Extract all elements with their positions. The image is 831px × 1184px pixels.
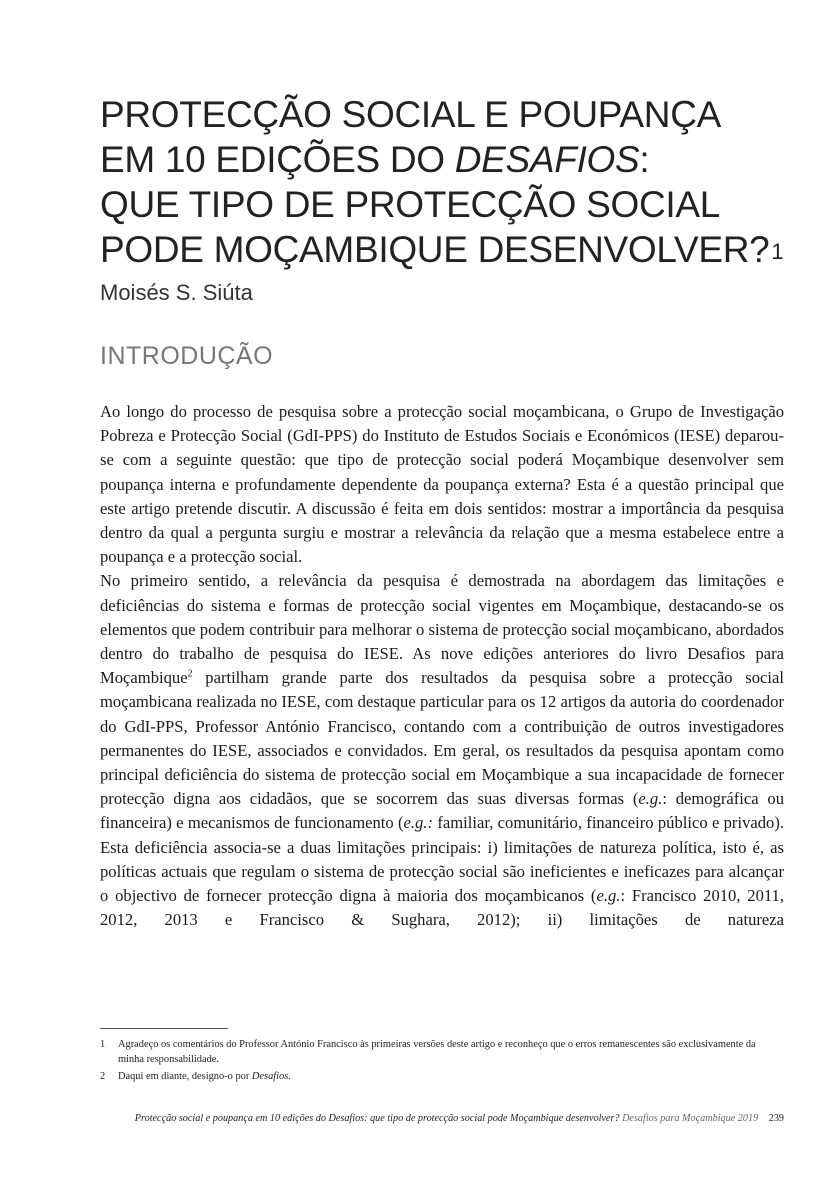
running-journal-title: Desafios para Moçambique 2019 [622, 1113, 759, 1124]
footnote-1-number: 1 [100, 1039, 106, 1050]
p2-part-e: : Francisco 2010, 2011, 2012, 2013 e Francisco & Sughara, 2012); ii) limitações de natureza [100, 886, 785, 930]
page-number: 239 [768, 1113, 784, 1124]
p2-eg-2: e.g.: [403, 813, 434, 833]
p2-part-b: partilham grande parte dos resultados da pesquisa sobre a protecção social moçambicana realizada no IESE, com destaque particular para os 12 artigos da autoria do coordenador do GdI-PPS, Professor António Francisco, contando com a contribuição de outros investigadores permanentes do IESE, associados e convidados. Em geral, os resultados da pesquisa apontam como principal deficiência do sistema de protecção social em Moçambique a sua incapacidade de fornecer protecção digna aos cidadãos, que se socorrem das suas diversas formas ( [100, 668, 784, 809]
footnote-ref-2[interactable]: 2 [187, 668, 193, 680]
title-line-4-text: PODE MOÇAMBIQUE DESENVOLVER? [100, 229, 770, 270]
title-line-2-italic: DESAFIOS [454, 139, 640, 180]
footnote-2 [100, 1069, 784, 1084]
author-name: Moisés S. Siúta [100, 280, 253, 305]
footnote-2-text-italic: Desafios [251, 1071, 289, 1082]
footnote-2-number: 2 [100, 1071, 106, 1082]
title-line-2 [100, 137, 780, 182]
title-footnote-ref[interactable]: 1 [771, 239, 784, 264]
p2-eg-3: e.g. [596, 886, 621, 906]
footnotes [100, 1037, 784, 1086]
footnote-1-text: Agradeço os comentários do Professor António Francisco às primeiras versões deste artigo e reconheço que o erros remanescentes são exclusivamente da minha responsabilidade. [118, 1039, 756, 1065]
footnote-2-text-suffix: . [288, 1071, 291, 1082]
title-line-2-prefix: EM 10 EDIÇÕES DO [100, 139, 455, 180]
p2-part-a: No primeiro sentido, a relevância da pesquisa é demostrada na abordagem das limitações e deficiências do sistema e formas de protecção social vigentes em Moçambique, destacando-se os elementos que podem contribuir para melhorar o sistema de protecção social moçambicano, abordados dentro do trabalho de pesquisa do IESE. As nove edições anteriores do livro Desafios para Moçambique [100, 571, 784, 688]
paragraph-1: Ao longo do processo de pesquisa sobre a protecção social moçambicana, o Grupo de Investigação Pobreza e Protecção Social (GdI-PPS) do Instituto de Estudos Sociais e Económicos (IESE) deparou-se com a seguinte questão: que tipo de protecção social poderá Moçambique desenvolver sem poupança interna e profundamente dependente da poupança externa? Esta é a questão principal que este artigo pretende discutir. A discussão é feita em dois sentidos: mostrar a importância da pesquisa dentro da qual a pergunta surgiu e mostrar a relevância da relação que a mesma estabelece entre a poupança e a protecção social. [100, 402, 784, 567]
p2-part-c: : demográfica ou financeira) e mecanismos de funcionamento ( [100, 789, 784, 833]
footnote-divider [100, 1028, 228, 1029]
running-footer [100, 1113, 784, 1124]
title-line-1: PROTECÇÃO SOCIAL E POUPANÇA [100, 94, 722, 135]
p2-part-d: familiar, comunitário, financeiro público e privado). Esta deficiência associa-se a duas limitações principais: i) limitações de natureza política, isto é, as políticas actuais que regulam o sistema de protecção social são ineficientes e ineficazes para alcançar o objectivo de fornecer protecção digna à maioria dos moçambicanos ( [100, 813, 784, 906]
footnote-2-text-prefix: Daqui em diante, designo-o por [118, 1071, 252, 1082]
footnote-1 [100, 1037, 784, 1067]
article-title [100, 92, 784, 272]
title-line-4 [100, 227, 784, 272]
title-line-2-suffix: : [639, 139, 650, 180]
paragraph-2 [100, 569, 784, 932]
section-heading: INTRODUÇÃO [100, 342, 274, 370]
title-line-3: QUE TIPO DE PROTECÇÃO SOCIAL [100, 184, 721, 225]
body-text [100, 400, 784, 932]
p2-eg-1: e.g. [638, 789, 663, 809]
running-article-title: Protecção social e poupança em 10 edições do Desafios: que tipo de protecção social pode Moçambique desenvolver? [134, 1113, 620, 1124]
